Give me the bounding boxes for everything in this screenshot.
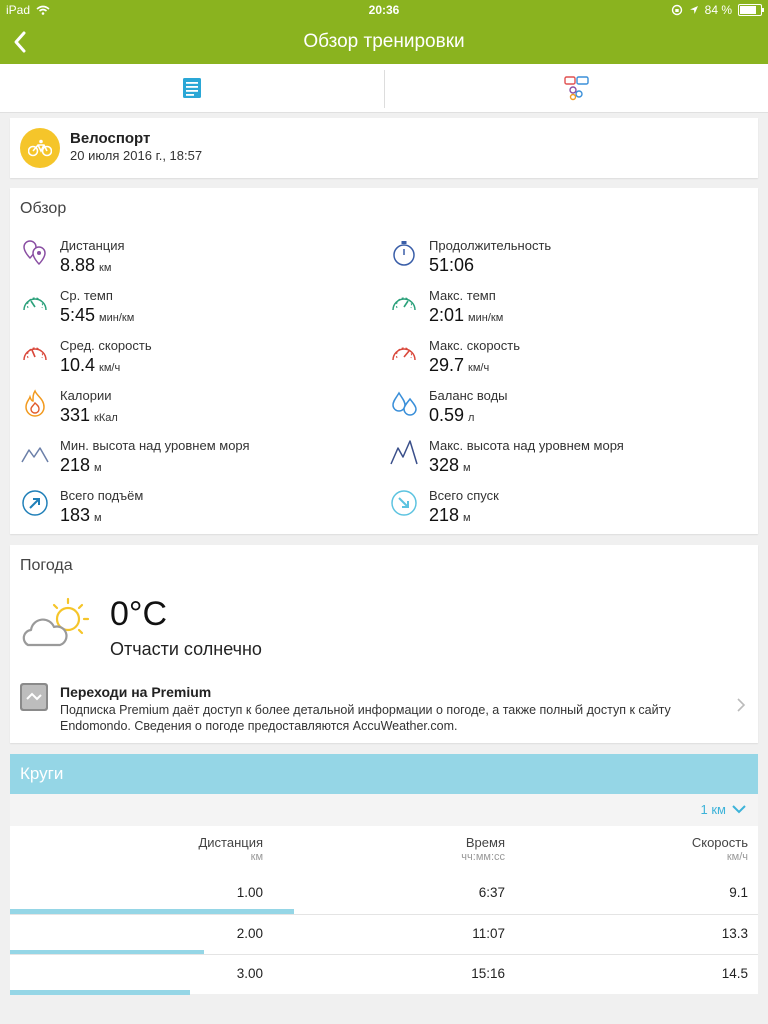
pace-gauge-icon — [20, 288, 50, 318]
stat-value: 5:45 мин/км — [60, 305, 135, 325]
stat-max-pace — [389, 284, 749, 334]
pace-gauge-icon — [389, 288, 419, 318]
lap-time: 6:37 — [478, 885, 505, 900]
stat-value: 331 кКал — [60, 405, 118, 425]
tab-bar — [0, 64, 768, 113]
location-pins-icon — [20, 238, 50, 268]
page-title: Обзор тренировки — [303, 31, 465, 52]
stopwatch-icon — [389, 238, 419, 268]
list-doc-icon — [182, 77, 202, 99]
tab-summary[interactable] — [0, 64, 384, 112]
stat-label: Мин. высота над уровнем моря — [60, 438, 250, 453]
weather-card — [10, 545, 758, 743]
stat-duration — [389, 234, 749, 284]
premium-description: Подписка Premium даёт доступ к более детальной информации о погоде, а также полный доступ к сайту Endomondo. Сведения о погоде предоставляются AccuWeather.com. — [60, 703, 671, 733]
flame-icon — [20, 388, 50, 418]
overview-title: Обзор — [20, 200, 67, 217]
chevron-right-icon[interactable] — [736, 697, 746, 713]
premium-badge-icon — [20, 683, 48, 711]
lap-speed: 13.3 — [721, 926, 748, 941]
workout-header-card — [10, 118, 758, 178]
stat-value: 328 м — [429, 455, 471, 475]
lap-distance: 1.00 — [236, 885, 263, 900]
stat-avg-speed — [20, 334, 380, 384]
battery-icon — [738, 4, 762, 16]
col-speed-unit: км/ч — [726, 851, 748, 863]
table-row — [10, 954, 758, 995]
stat-total-ascent — [20, 484, 380, 534]
battery-percent: 84 % — [704, 3, 732, 17]
stat-value: 2:01 мин/км — [429, 305, 504, 325]
laps-header — [10, 754, 758, 794]
stat-value: 51:06 — [429, 255, 475, 275]
mountain-high-icon — [389, 438, 419, 468]
stat-value: 218 м — [60, 455, 102, 475]
stat-max-altitude — [389, 434, 749, 484]
table-row — [10, 914, 758, 955]
stat-label: Продолжительность — [429, 238, 552, 253]
sport-name: Велоспорт — [70, 130, 151, 147]
stat-value: 8.88 км — [60, 255, 112, 275]
descent-arrow-icon — [389, 488, 419, 518]
stat-label: Сред. скорость — [60, 338, 152, 353]
overview-card — [10, 188, 758, 534]
stat-calories — [20, 384, 380, 434]
stat-label: Макс. скорость — [429, 338, 521, 353]
lap-speed: 9.1 — [729, 885, 748, 900]
stat-label: Баланс воды — [429, 388, 508, 403]
interval-label: 1 км — [700, 802, 726, 817]
lap-speed-bar — [10, 990, 190, 995]
stat-max-speed — [389, 334, 749, 384]
interval-selector[interactable] — [701, 802, 746, 817]
col-speed: Скорость — [691, 835, 748, 850]
chevron-down-icon — [732, 805, 746, 814]
weather-condition: Отчасти солнечно — [110, 639, 262, 659]
bicycle-icon — [20, 128, 60, 168]
stat-value: 183 м — [60, 505, 102, 525]
stat-label: Всего подъём — [60, 488, 144, 503]
table-row — [10, 874, 758, 914]
speed-gauge-icon — [389, 338, 419, 368]
stat-value: 218 м — [429, 505, 471, 525]
stat-total-descent — [389, 484, 749, 534]
workout-date: 20 июля 2016 г., 18:57 — [70, 148, 203, 163]
lap-time: 11:07 — [472, 926, 505, 941]
location-arrow-icon — [689, 5, 699, 15]
col-time: Время — [465, 835, 505, 850]
laps-table — [10, 826, 758, 994]
stat-value: 29.7 км/ч — [429, 355, 490, 375]
stat-label: Калории — [60, 388, 112, 403]
nav-bar — [0, 20, 768, 64]
mountain-low-icon — [20, 438, 50, 468]
stat-label: Ср. темп — [60, 288, 113, 303]
chat-bubbles-icon — [564, 75, 590, 101]
col-distance: Дистанция — [198, 835, 263, 850]
partly-sunny-icon — [20, 595, 100, 659]
lap-distance: 2.00 — [236, 926, 263, 941]
lap-time: 15:16 — [471, 966, 505, 981]
stat-label: Макс. высота над уровнем моря — [429, 438, 624, 453]
status-bar — [0, 0, 768, 20]
stat-min-altitude — [20, 434, 380, 484]
col-time-unit: чч:мм:сс — [461, 851, 505, 863]
tab-social[interactable] — [385, 64, 768, 112]
ascent-arrow-icon — [20, 488, 50, 518]
stat-label: Дистанция — [60, 238, 125, 253]
water-drops-icon — [389, 388, 419, 418]
weather-title: Погода — [20, 557, 73, 574]
laps-interval-bar — [10, 794, 758, 826]
temperature: 0°C — [110, 595, 168, 633]
stat-value: 0.59 л — [429, 405, 475, 425]
lap-distance: 3.00 — [236, 966, 263, 981]
laps-title: Круги — [20, 764, 64, 783]
stat-distance — [20, 234, 380, 284]
lock-rotation-icon — [671, 4, 683, 16]
premium-title: Переходи на Premium — [60, 684, 212, 700]
stat-label: Всего спуск — [429, 488, 499, 503]
speed-gauge-icon — [20, 338, 50, 368]
stat-avg-pace — [20, 284, 380, 334]
lap-speed: 14.5 — [721, 966, 748, 981]
status-time: 20:36 — [368, 3, 400, 17]
stat-label: Макс. темп — [429, 288, 496, 303]
stat-water-balance — [389, 384, 749, 434]
col-distance-unit: км — [250, 851, 263, 863]
stat-value: 10.4 км/ч — [60, 355, 121, 375]
device-label: iPad — [6, 3, 31, 17]
